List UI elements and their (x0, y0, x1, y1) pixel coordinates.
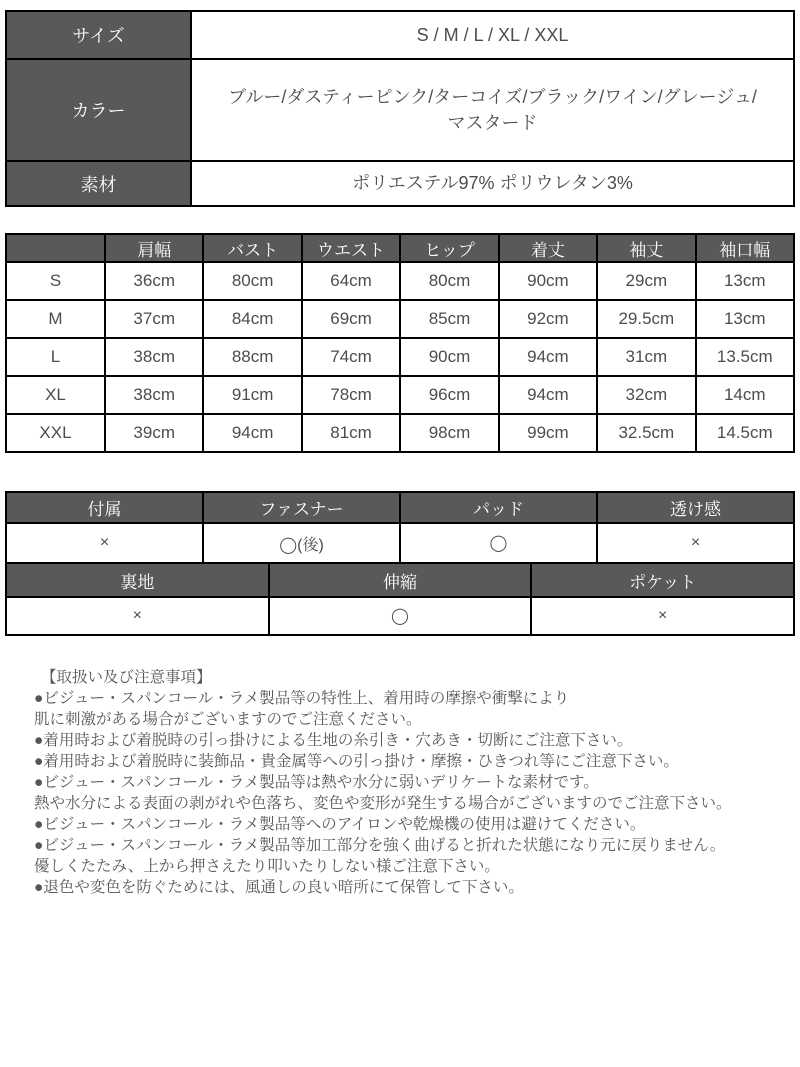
feature-header-zipper: ファスナー (203, 492, 400, 523)
feature-header-accessory: 付属 (6, 492, 203, 523)
note-line: ●ビジュー・スパンコール・ラメ製品等は熱や水分に弱いデリケートな素材です。 (34, 774, 599, 791)
column-header-bust: バスト (203, 234, 301, 262)
measurement-cell: 84cm (203, 300, 301, 338)
size-row-s (6, 262, 794, 300)
note-line: 優しくたたみ、上から押さえたり叩いたりしない様ご注意下さい。 (34, 858, 500, 875)
measurement-cell: 14.5cm (696, 414, 794, 452)
measurement-cell: 39cm (105, 414, 203, 452)
feature-header-sheerness: 透け感 (597, 492, 794, 523)
measurement-cell: 64cm (302, 262, 400, 300)
feature-value-row (6, 523, 794, 563)
size-row-m (6, 300, 794, 338)
note-line: ●ビジュー・スパンコール・ラメ製品等加工部分を強く曲げると折れた状態になり元に戻りません。 (34, 837, 726, 854)
measurement-cell: 37cm (105, 300, 203, 338)
column-header-waist: ウエスト (302, 234, 400, 262)
note-line: ●ビジュー・スパンコール・ラメ製品等へのアイロンや乾燥機の使用は避けてください。 (34, 816, 646, 833)
feature-header-row (6, 492, 794, 523)
feature-value-zipper: ◯(後) (203, 523, 400, 563)
measurement-cell: 36cm (105, 262, 203, 300)
column-header-blank (6, 234, 105, 262)
measurement-cell: 13cm (696, 300, 794, 338)
measurement-cell: 32cm (597, 376, 695, 414)
feature-table-1 (5, 491, 795, 564)
size-cell: XL (6, 376, 105, 414)
spec-value-material: ポリエステル97% ポリウレタン3% (191, 161, 794, 206)
feature-block (5, 491, 795, 636)
note-line: ●退色や変色を防ぐためには、風通しの良い暗所にて保管して下さい。 (34, 879, 524, 896)
size-cell: S (6, 262, 105, 300)
measurement-cell: 80cm (400, 262, 498, 300)
measurement-cell: 13.5cm (696, 338, 794, 376)
notes-section (34, 667, 785, 898)
measurement-cell: 98cm (400, 414, 498, 452)
spec-label-size: サイズ (6, 11, 191, 59)
spec-row-material (6, 161, 794, 206)
feature-header-pad: パッド (400, 492, 597, 523)
measurement-cell: 29.5cm (597, 300, 695, 338)
measurement-cell: 90cm (400, 338, 498, 376)
measurement-cell: 38cm (105, 338, 203, 376)
measurement-cell: 38cm (105, 376, 203, 414)
note-line: 熱や水分による表面の剥がれや色落ち、変色や変形が発生する場合がございますのでご注意下さい。 (34, 795, 732, 812)
spec-value-color: ブルー/ダスティーピンク/ターコイズ/ブラック/ワイン/グレージュ/マスタード (191, 59, 794, 161)
measurement-cell: 80cm (203, 262, 301, 300)
measurement-cell: 81cm (302, 414, 400, 452)
size-cell: M (6, 300, 105, 338)
size-chart-header-row (6, 234, 794, 262)
spec-value-size: S / M / L / XL / XXL (191, 11, 794, 59)
notes-title: 【取扱い及び注意事項】 (41, 669, 212, 686)
measurement-cell: 91cm (203, 376, 301, 414)
spec-label-color: カラー (6, 59, 191, 161)
measurement-cell: 94cm (499, 376, 597, 414)
spec-label-material: 素材 (6, 161, 191, 206)
measurement-cell: 94cm (203, 414, 301, 452)
measurement-cell: 13cm (696, 262, 794, 300)
measurement-cell: 96cm (400, 376, 498, 414)
measurement-cell: 31cm (597, 338, 695, 376)
measurement-cell: 78cm (302, 376, 400, 414)
feature-header-stretch: 伸縮 (269, 563, 532, 597)
note-line: ●ビジュー・スパンコール・ラメ製品等の特性上、着用時の摩擦や衝撃により (34, 690, 570, 707)
column-header-hip: ヒップ (400, 234, 498, 262)
measurement-cell: 32.5cm (597, 414, 695, 452)
note-line: ●着用時および着脱時の引っ掛けによる生地の糸引き・穴あき・切断にご注意下さい。 (34, 732, 633, 749)
feature-header-row (6, 563, 794, 597)
feature-value-pad: ◯ (400, 523, 597, 563)
column-header-cuff: 袖口幅 (696, 234, 794, 262)
spec-table (5, 10, 795, 207)
size-row-xl (6, 376, 794, 414)
feature-table-2 (5, 562, 795, 636)
note-line: ●着用時および着脱時に装飾品・貴金属等への引っ掛け・摩擦・ひきつれ等にご注意下さい。 (34, 753, 679, 770)
measurement-cell: 90cm (499, 262, 597, 300)
column-header-length: 着丈 (499, 234, 597, 262)
feature-value-lining: × (6, 597, 269, 635)
column-header-shoulder: 肩幅 (105, 234, 203, 262)
size-cell: XXL (6, 414, 105, 452)
measurement-cell: 85cm (400, 300, 498, 338)
feature-header-pocket: ポケット (531, 563, 794, 597)
size-row-l (6, 338, 794, 376)
spec-row-color (6, 59, 794, 161)
feature-value-accessory: × (6, 523, 203, 563)
feature-value-sheerness: × (597, 523, 794, 563)
feature-value-stretch: ◯ (269, 597, 532, 635)
column-header-sleeve: 袖丈 (597, 234, 695, 262)
size-row-xxl (6, 414, 794, 452)
note-line: 肌に刺激がある場合がございますのでご注意ください。 (34, 711, 422, 728)
size-cell: L (6, 338, 105, 376)
size-chart-table (5, 233, 795, 453)
measurement-cell: 92cm (499, 300, 597, 338)
measurement-cell: 94cm (499, 338, 597, 376)
measurement-cell: 88cm (203, 338, 301, 376)
measurement-cell: 74cm (302, 338, 400, 376)
feature-value-row (6, 597, 794, 635)
feature-header-lining: 裏地 (6, 563, 269, 597)
measurement-cell: 99cm (499, 414, 597, 452)
spec-row-size (6, 11, 794, 59)
feature-value-pocket: × (531, 597, 794, 635)
measurement-cell: 14cm (696, 376, 794, 414)
measurement-cell: 29cm (597, 262, 695, 300)
measurement-cell: 69cm (302, 300, 400, 338)
